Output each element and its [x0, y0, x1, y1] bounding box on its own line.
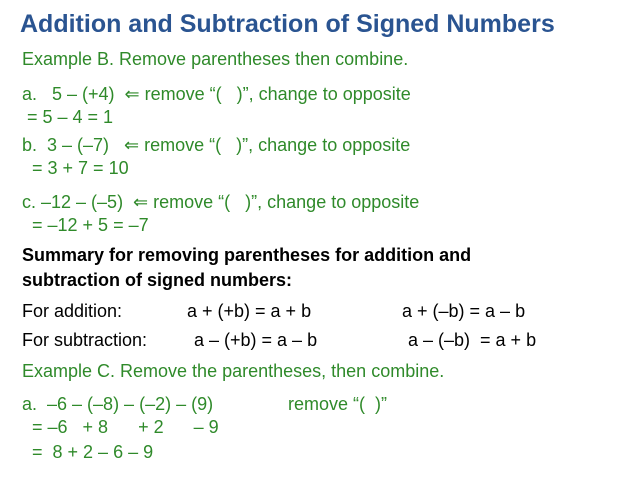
- example-b-heading: Example B. Remove parentheses then combine.: [22, 49, 409, 69]
- example-b-item-a-result: = 5 – 4 = 1: [22, 107, 114, 127]
- example-c-heading: Example C. Remove the parentheses, then combine.: [22, 361, 445, 381]
- example-b-item-c-result: = –12 + 5 = –7: [22, 215, 149, 235]
- example-b-item-c: c. –12 – (–5) ⇐ remove “( )”, change to opposite: [22, 192, 420, 212]
- subtraction-rules-row: [22, 331, 622, 353]
- addition-rule-positive: a + (+b) = a + b: [187, 301, 312, 321]
- example-c-expression: a. –6 – (–8) – (–2) – (9): [22, 394, 214, 414]
- subtraction-rule-positive: a – (+b) = a – b: [194, 330, 318, 350]
- example-b-item-a: a. 5 – (+4) ⇐ remove “( )”, change to opposite: [22, 84, 411, 104]
- example-c-note: remove “( )”: [288, 394, 387, 414]
- subtraction-label: For subtraction:: [22, 330, 148, 350]
- summary-heading-line2: subtraction of signed numbers:: [22, 270, 293, 290]
- example-c-item-a: [22, 395, 622, 417]
- example-b-item-b: b. 3 – (–7) ⇐ remove “( )”, change to opposite: [22, 135, 411, 155]
- addition-rules-row: [22, 302, 622, 324]
- addition-rule-negative: a + (–b) = a – b: [402, 301, 526, 321]
- summary-heading-line1: Summary for removing parentheses for addition and: [22, 245, 472, 265]
- subtraction-rule-negative: a – (–b) = a + b: [408, 330, 537, 350]
- example-c-step2: = 8 + 2 – 6 – 9: [22, 442, 154, 462]
- addition-label: For addition:: [22, 301, 123, 321]
- example-b-item-b-result: = 3 + 7 = 10: [22, 158, 129, 178]
- page-title: Addition and Subtraction of Signed Numbers: [20, 10, 555, 38]
- example-c-step1: = –6 + 8 + 2 – 9: [22, 417, 219, 437]
